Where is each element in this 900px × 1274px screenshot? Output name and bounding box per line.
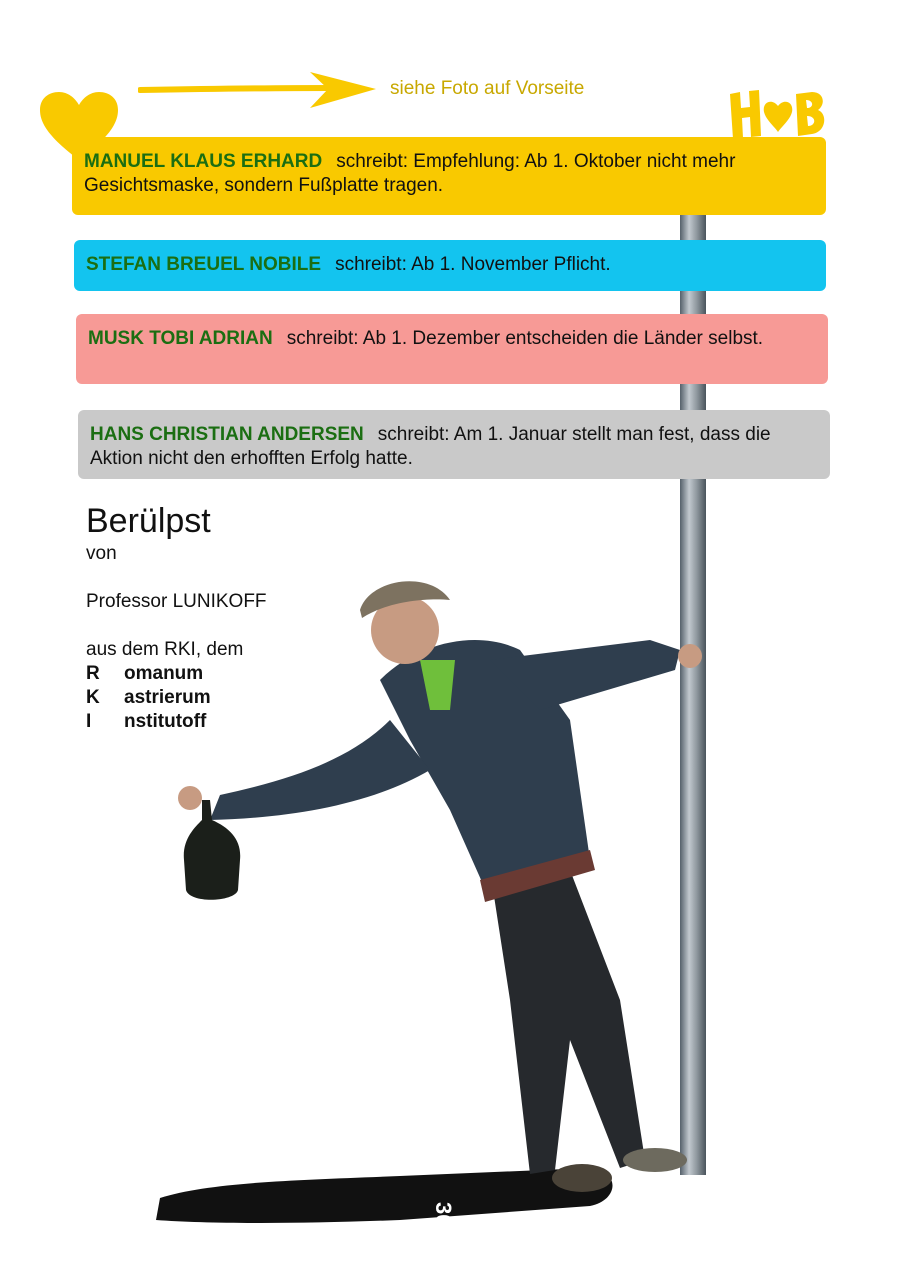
sign-musk-tobi-adrian: [76, 314, 828, 384]
sign-text: schreibt: Ab 1. November Pflicht.: [335, 254, 611, 275]
sign-text: schreibt: Empfehlung: Ab 1. Oktober nicht mehr Gesichtsmaske, sondern Fußplatte tragen.: [84, 151, 736, 196]
photo-reference-note: siehe Foto auf Vorseite: [390, 78, 585, 99]
arrow-right-icon: [138, 70, 378, 110]
sign-author: MUSK TOBI ADRIAN: [88, 328, 273, 349]
byline-author: Professor LUNIKOFF: [86, 591, 267, 612]
sign-text: schreibt: Am 1. Januar stellt man fest, dass die Aktion nicht den erhofften Erfolg hatte.: [90, 424, 771, 469]
acronym-line-i: I nstitutoff: [86, 711, 207, 732]
acronym-line-r: R omanum: [86, 663, 204, 684]
byline-von: von: [86, 543, 117, 564]
sign-manuel-klaus-erhard: [72, 137, 826, 215]
hvb-logo: [728, 88, 828, 140]
photo-man-leaning-on-pole: [150, 570, 720, 1230]
acronym-line-k: K astrierum: [86, 687, 211, 708]
sign-text: schreibt: Ab 1. Dezember entscheiden die Länder selbst.: [286, 328, 764, 349]
sign-author: STEFAN BREUEL NOBILE: [86, 254, 322, 275]
shadow: [156, 1168, 613, 1223]
sign-author: HANS CHRISTIAN ANDERSEN: [90, 424, 364, 445]
article-title: Berülpst: [86, 502, 211, 540]
sign-author: MANUEL KLAUS ERHARD: [84, 151, 323, 172]
page-number: 30: [431, 1202, 456, 1227]
sign-hans-christian-andersen: [78, 410, 830, 479]
byline-origin: aus dem RKI, dem: [86, 639, 244, 660]
sign-stefan-breuel-nobile: [74, 240, 826, 291]
